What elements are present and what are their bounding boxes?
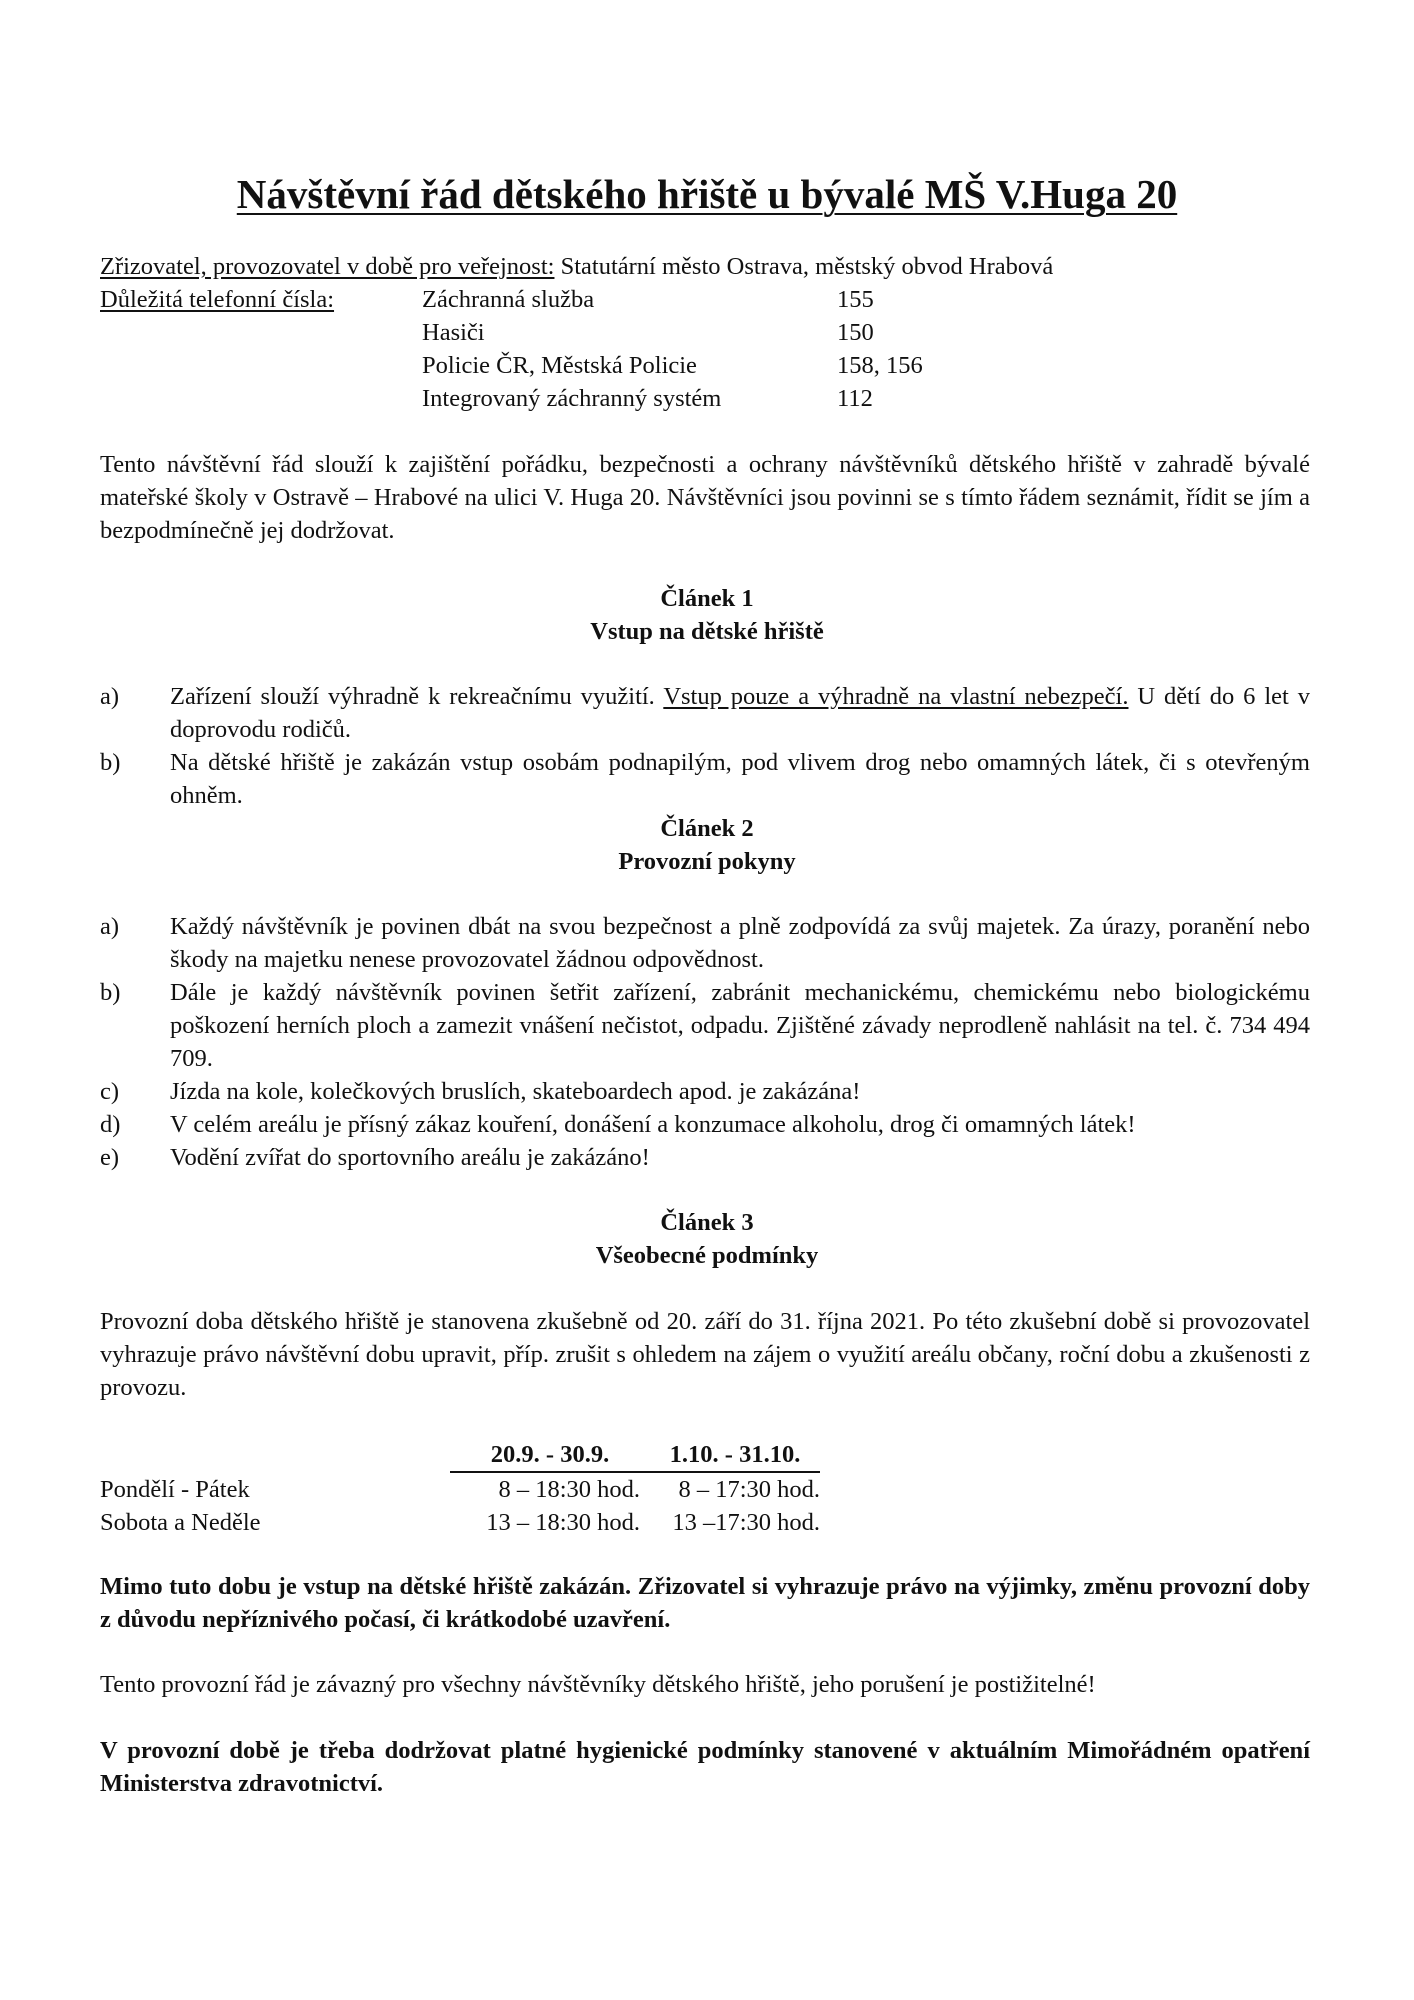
- list-item: [100, 1108, 1310, 1141]
- item-text: Na dětské hřiště je zakázán vstup osobám podnapilým, pod vlivem drog nebo omamných látek, či s otevřeným ohněm.: [170, 749, 1310, 809]
- article-3-number: Článek 3: [660, 1209, 754, 1236]
- phone-row: [422, 283, 594, 316]
- hours-cell: 8 – 18:30 hod.: [498, 1476, 640, 1503]
- founder-label: Zřizovatel, provozovatel v době pro veřejnost:: [100, 253, 555, 280]
- article-1-title: Vstup na dětské hřiště: [590, 618, 824, 645]
- day-cell: Pondělí - Pátek: [100, 1475, 250, 1503]
- operating-hours-paragraph: Provozní doba dětského hřiště je stanovena zkušebně od 20. září do 31. října 2021. Po této zkušební době si provozovatel vyhrazuje právo návštěvní dobu upravit, příp. zrušit s ohledem na zájem o využití areálu občany, roční dobu a zkušenosti z provozu.: [100, 1308, 1310, 1401]
- column-header: 1.10. - 31.10.: [650, 1438, 820, 1472]
- closing-notice: Tento provozní řád je závazný pro všechny návštěvníky dětského hřiště, jeho porušení je postižitelné!: [100, 1671, 1096, 1698]
- list-item: [100, 1075, 1310, 1108]
- item-text: V celém areálu je přísný zákaz kouření, donášení a konzumace alkoholu, drog či omamných látek!: [170, 1111, 1136, 1138]
- intro-paragraph: Tento návštěvní řád slouží k zajištění pořádku, bezpečnosti a ochrany návštěvníků dětského hřiště v zahradě bývalé mateřské školy v Ostravě – Hrabové na ulici V. Huga 20. Návštěvníci jsou povinni se s tímto řádem seznámit, řídit se jím a bezpodmínečně jej dodržovat.: [100, 451, 1310, 544]
- list-item: [100, 976, 1310, 1075]
- list-item: [100, 1141, 1310, 1174]
- item-text: Dále je každý návštěvník povinen šetřit zařízení, zabránit mechanickému, chemickému nebo biologickému poškození herních ploch a zamezit vnášení nečistot, odpadu. Zjištěné závady neprodleně nahlásit na tel. č. 734 494 709.: [170, 979, 1310, 1072]
- item-letter: a): [100, 913, 120, 940]
- article-2-number: Článek 2: [660, 815, 754, 842]
- phone-service-name: Záchranná služba: [422, 286, 595, 313]
- item-letter: b): [100, 979, 121, 1006]
- phone-service-name: Hasiči: [422, 319, 485, 346]
- table-row: [100, 1506, 820, 1539]
- founder-line: [100, 250, 1360, 283]
- item-text-continued: U dětí do 6 let v doprovodu rodičů.: [170, 683, 1311, 743]
- phone-service-name: Policie ČR, Městská Policie: [422, 352, 697, 379]
- document-title: Návštěvní řád dětského hřiště u bývalé MŠ V.Huga 20: [236, 171, 1178, 217]
- article-3-title: Všeobecné podmínky: [595, 1242, 819, 1269]
- column-header: 20.9. - 30.9.: [450, 1438, 650, 1472]
- item-text: Jízda na kole, kolečkových bruslích, skateboardech apod. je zakázána!: [170, 1078, 861, 1105]
- item-letter: e): [100, 1144, 120, 1171]
- phone-number: 150: [837, 319, 874, 346]
- item-text: Vodění zvířat do sportovního areálu je zakázáno!: [170, 1144, 650, 1171]
- hours-cell: 13 – 18:30 hod.: [486, 1509, 640, 1536]
- phone-service-name: Integrovaný záchranný systém: [422, 385, 722, 412]
- item-text: Každý návštěvník je povinen dbát na svou bezpečnost a plně zodpovídá za svůj majetek. Za úrazy, poranění nebo škody na majetku nenese provozovatel žádnou odpovědnost.: [170, 913, 1310, 973]
- hygiene-notice-bold: V provozní době je třeba dodržovat platné hygienické podmínky stanovené v aktuálním Mimořádném opatření Ministerstva zdravotnictví.: [100, 1737, 1310, 1797]
- article-2-title: Provozní pokyny: [618, 848, 796, 875]
- founder-value: Statutární město Ostrava, městský obvod Hrabová: [560, 253, 1054, 280]
- item-letter: d): [100, 1111, 121, 1138]
- phone-number: 155: [837, 286, 874, 313]
- list-item: [100, 910, 1310, 976]
- opening-hours-table: [100, 1438, 820, 1539]
- item-letter: c): [100, 1078, 120, 1105]
- list-item: [100, 680, 1310, 746]
- closing-notice-bold: Mimo tuto dobu je vstup na dětské hřiště zakázán. Zřizovatel si vyhrazuje právo na výjimky, změnu provozní doby z důvodu nepříznivého počasí, či krátkodobé uzavření.: [100, 1573, 1310, 1633]
- day-cell: Sobota a Neděle: [100, 1509, 261, 1536]
- item-text: Zařízení slouží výhradně k rekreačnímu využití.: [170, 683, 655, 710]
- table-row: [100, 1472, 820, 1506]
- table-header-row: [100, 1438, 820, 1472]
- phone-number: 112: [837, 385, 873, 412]
- hours-cell: 13 –17:30 hod.: [672, 1509, 820, 1536]
- hours-cell: 8 – 17:30 hod.: [678, 1476, 820, 1503]
- item-letter: a): [100, 683, 120, 710]
- phone-number: 158, 156: [837, 352, 923, 379]
- item-letter: b): [100, 749, 121, 776]
- list-item: [100, 746, 1310, 812]
- article-1-number: Článek 1: [660, 585, 754, 612]
- item-text-underlined: Vstup pouze a výhradně na vlastní nebezpečí.: [663, 683, 1129, 710]
- phones-label: Důležitá telefonní čísla:: [100, 286, 335, 313]
